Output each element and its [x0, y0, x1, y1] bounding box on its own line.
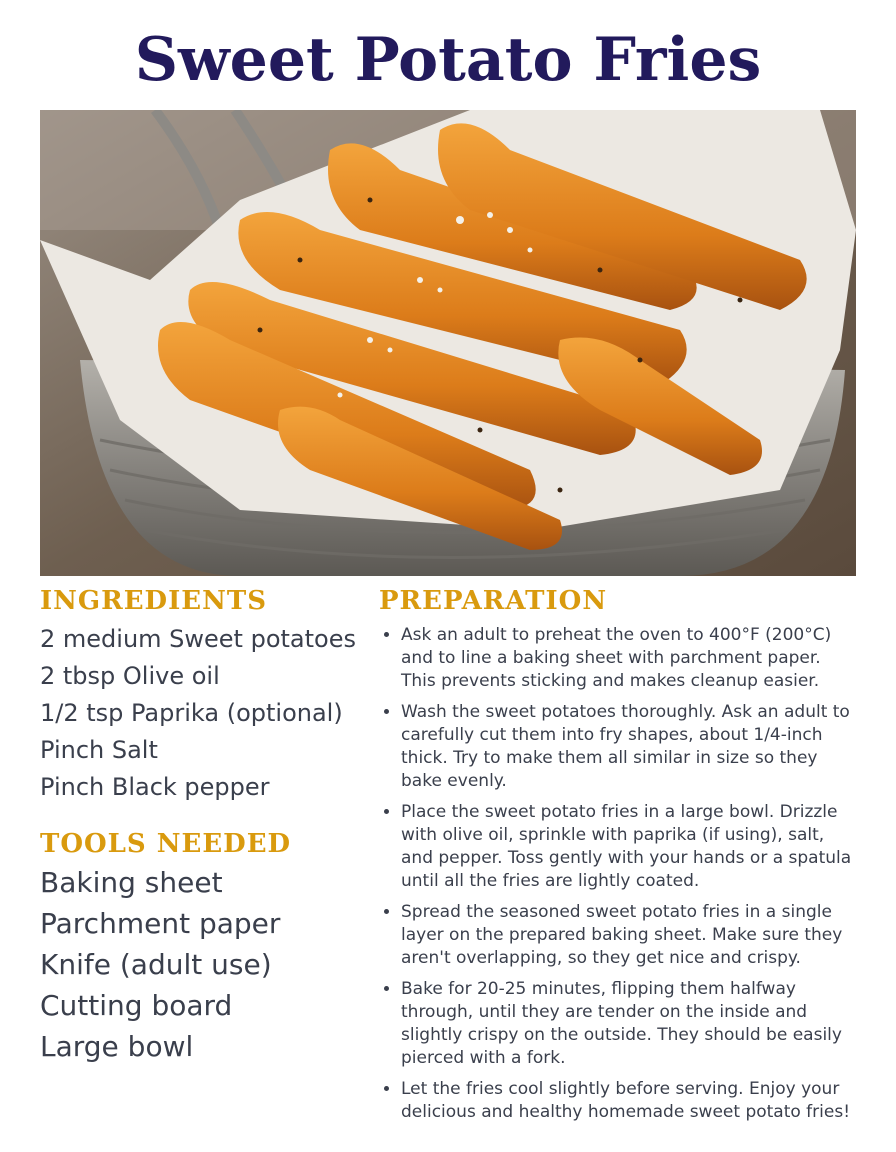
right-column [379, 586, 857, 1132]
preparation-step: • Ask an adult to preheat the oven to 400°F (200°C) and to line a baking sheet with parchment paper. This prevents sticking and makes cleanup easier. [401, 624, 857, 693]
ingredient-item: 2 medium Sweet potatoes [40, 625, 356, 653]
preparation-step: • Let the fries cool slightly before serving. Enjoy your delicious and healthy homemade sweet potato fries! [401, 1078, 857, 1124]
tool-item: Cutting board [40, 989, 233, 1022]
tool-item: Parchment paper [40, 907, 281, 940]
left-column [40, 586, 370, 1070]
sweet-potato-fries-photo [40, 110, 856, 576]
preparation-heading: PREPARATION [379, 586, 608, 616]
ingredients-heading: INGREDIENTS [40, 586, 267, 616]
preparation-step: • Spread the seasoned sweet potato fries in a single layer on the prepared baking sheet. Make sure they aren't overlapping, so they get nice and crispy. [401, 901, 857, 970]
preparation-step: • Wash the sweet potatoes thoroughly. Ask an adult to carefully cut them into fry shapes, about 1/4-inch thick. Try to make them all similar in size so they bake evenly. [401, 701, 857, 793]
ingredients-list [40, 624, 370, 803]
tools-heading: TOOLS NEEDED [40, 829, 292, 859]
ingredient-item: Pinch Black pepper [40, 773, 270, 801]
preparation-step: • Bake for 20-25 minutes, flipping them halfway through, until they are tender on the inside and slightly crispy on the outside. They should be easily pierced with a fork. [401, 978, 857, 1070]
tool-item: Large bowl [40, 1030, 194, 1063]
ingredient-item: 2 tbsp Olive oil [40, 662, 220, 690]
preparation-steps [379, 624, 857, 1124]
ingredient-item: 1/2 tsp Paprika (optional) [40, 699, 343, 727]
preparation-step: • Place the sweet potato fries in a large bowl. Drizzle with olive oil, sprinkle with paprika (if using), salt, and pepper. Toss gently with your hands or a spatula until all the fries are lightly coated. [401, 801, 857, 893]
tools-list [40, 865, 370, 1064]
ingredient-item: Pinch Salt [40, 736, 158, 764]
recipe-title: Sweet Potato Fries [134, 25, 762, 95]
tool-item: Knife (adult use) [40, 948, 272, 981]
tool-item: Baking sheet [40, 866, 223, 899]
